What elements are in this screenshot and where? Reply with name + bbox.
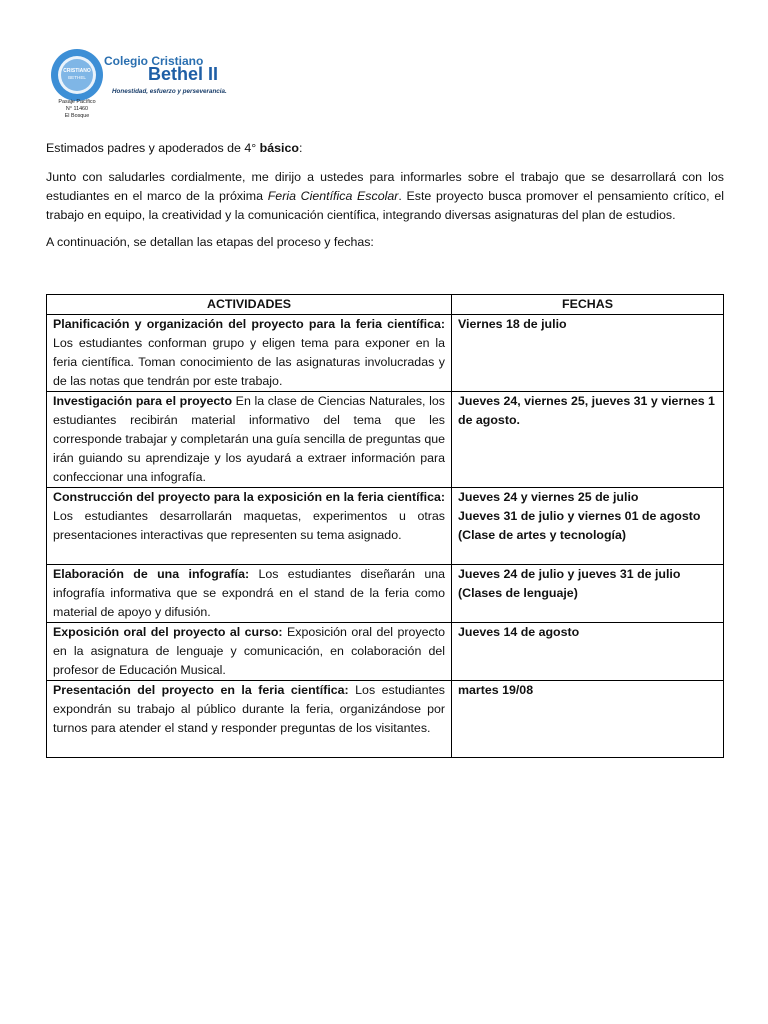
intro-part1: Junto con saludarles cordialmente, me dirijo a ustedes para informarles sobre el trabajo que se desarrollará con los estudiantes en el marco de la próxima xyxy=(46,170,724,203)
activity-title: Planificación y organización del proyecto para la feria científica: xyxy=(53,317,445,331)
table-header-row xyxy=(47,295,724,315)
table-row xyxy=(47,565,724,623)
activity-description: En la clase de Ciencias Naturales, los estudiantes recibirán material informativo del tema que les corresponde trabajar y completarán una guía sencilla de preguntas que irán guiando su aprendizaje y los ayudará a extraer información para confeccionar una infografía. xyxy=(53,394,445,484)
school-name-line1: Colegio Cristiano xyxy=(104,54,204,68)
date-line: Viernes 18 de julio xyxy=(458,317,567,331)
date-line: Jueves 24 y viernes 25 de julio xyxy=(458,490,639,504)
school-address xyxy=(48,99,106,121)
schedule-table xyxy=(46,294,724,758)
intro-part2: . Este proyecto busca promover el pensamiento crítico, el trabajo en equipo, la creatividad y la comunicación científica, integrando diversas asignaturas del plan de estudios. xyxy=(46,189,724,222)
activity-cell xyxy=(47,565,452,623)
greeting-prefix: Estimados padres y apoderados de 4° xyxy=(46,141,260,155)
activity-cell xyxy=(47,488,452,565)
lead-paragraph: A continuación, se detallan las etapas del proceso y fechas: xyxy=(46,235,374,249)
table-row xyxy=(47,392,724,488)
header-dates: FECHAS xyxy=(452,295,724,315)
table-row xyxy=(47,488,724,565)
address-line: El Bosque xyxy=(64,113,90,120)
dates-cell xyxy=(452,315,724,392)
activity-title: Presentación del proyecto en la feria científica: xyxy=(53,683,349,697)
activity-description: Exposición oral del proyecto en la asignatura de lenguaje y comunicación, en colaboración del profesor de Educación Musical. xyxy=(53,625,445,677)
greeting-suffix: : xyxy=(298,141,303,155)
school-tagline: Honestidad, esfuerzo y perseverancia. xyxy=(112,88,227,95)
dates-cell xyxy=(452,392,724,488)
school-seal-logo xyxy=(50,48,104,102)
date-line: Jueves 24, viernes 25, jueves 31 y viernes 1 de agosto. xyxy=(458,394,715,427)
activity-cell xyxy=(47,623,452,681)
dates-cell xyxy=(452,623,724,681)
date-line: martes 19/08 xyxy=(458,683,534,697)
activity-description: Los estudiantes expondrán su trabajo al público durante la feria, organizándose por turnos para atender el stand y responder preguntas de los visitantes. xyxy=(53,683,445,735)
intro-paragraph xyxy=(46,168,724,225)
svg-text:CRISTIANO: CRISTIANO xyxy=(63,68,91,74)
activity-cell xyxy=(47,315,452,392)
header-activities: ACTIVIDADES xyxy=(47,295,452,315)
dates-cell xyxy=(452,488,724,565)
greeting xyxy=(46,139,724,158)
school-header xyxy=(48,46,238,126)
date-line: Jueves 31 de julio y viernes 01 de agosto xyxy=(458,509,701,523)
activity-description: Los estudiantes diseñarán una infografía informativa que se expondrá en el stand de la feria como material de apoyo y difusión. xyxy=(53,567,446,619)
table-row xyxy=(47,681,724,758)
activity-cell xyxy=(47,681,452,758)
dates-cell xyxy=(452,565,724,623)
activity-cell xyxy=(47,392,452,488)
address-line: Pasaje Pacífico xyxy=(58,99,96,105)
address-line: N° 11460 xyxy=(65,106,89,113)
svg-text:BETHEL: BETHEL xyxy=(68,75,86,80)
activity-title: Investigación para el proyecto xyxy=(53,394,233,408)
activity-title: Construcción del proyecto para la exposición en la feria científica: xyxy=(53,490,445,504)
greeting-grade: básico xyxy=(259,141,299,155)
date-line: (Clases de lenguaje) xyxy=(458,586,578,600)
date-line: (Clase de artes y tecnología) xyxy=(458,528,627,542)
school-name-line2: Bethel II xyxy=(148,64,219,84)
intro-italic: Feria Científica Escolar xyxy=(267,189,399,203)
dates-cell xyxy=(452,681,724,758)
table-row xyxy=(47,315,724,392)
table-row xyxy=(47,623,724,681)
date-line: Jueves 14 de agosto xyxy=(458,625,580,639)
date-line: Jueves 24 de julio y jueves 31 de julio xyxy=(458,567,681,581)
activity-description: Los estudiantes conforman grupo y eligen tema para exponer en la feria científica. Toman conocimiento de las asignaturas involucradas y de las notas que tendrán por este trabajo. xyxy=(53,336,445,388)
activity-title: Exposición oral del proyecto al curso: xyxy=(53,625,283,639)
activity-description: Los estudiantes desarrollarán maquetas, experimentos u otras presentaciones interactivas que representen su tema asignado. xyxy=(53,509,445,542)
activity-title: Elaboración de una infografía: xyxy=(53,567,250,581)
